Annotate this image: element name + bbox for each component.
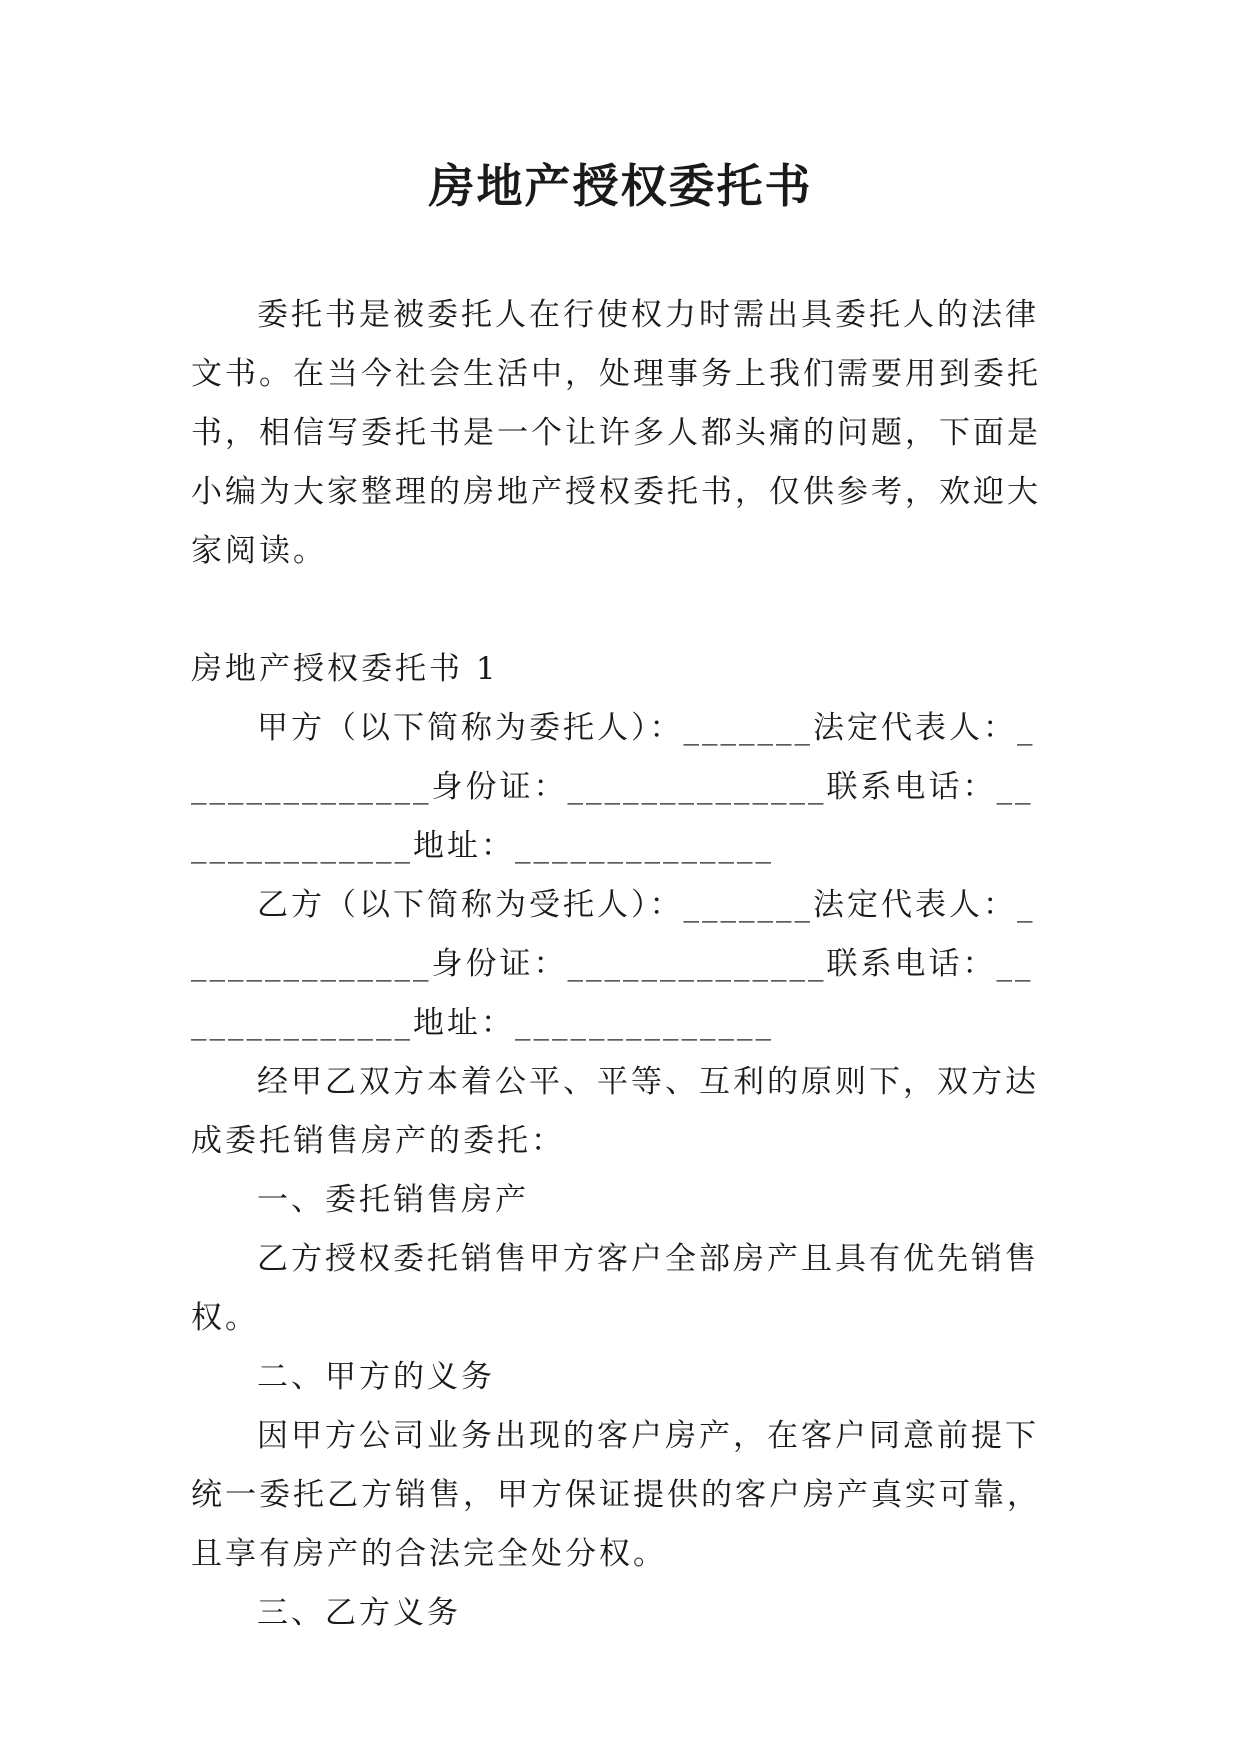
clause-1-title: 一、委托销售房产: [257, 1182, 529, 1218]
clause-2-body: 因甲方公司业务出现的客户房产，在客户同意前提下统一委托乙方销售，甲方保证提供的客户房产真实可靠，且享有房产的合法完全处分权。: [191, 1418, 1041, 1572]
clause-3-title: 三、乙方义务: [257, 1595, 461, 1631]
document-body: [191, 286, 1051, 1643]
party-a-paragraph: 甲方（以下简称为委托人）：_______法定代表人：______________身份证：______________联系电话：______________地址：______________: [191, 710, 1036, 864]
clause-2-title: 二、甲方的义务: [257, 1359, 495, 1395]
intro-paragraph: 委托书是被委托人在行使权力时需出具委托人的法律文书。在当今社会生活中，处理事务上我们需要用到委托书，相信写委托书是一个让许多人都头痛的问题，下面是小编为大家整理的房地产授权委托书，仅供参考，欢迎大家阅读。: [191, 297, 1041, 569]
clause-1-body: 乙方授权委托销售甲方客户全部房产且具有优先销售权。: [191, 1241, 1039, 1336]
section-title: 房地产授权委托书 1: [191, 651, 499, 687]
agreement-paragraph: 经甲乙双方本着公平、平等、互利的原则下，双方达成委托销售房产的委托：: [191, 1064, 1039, 1159]
party-b-paragraph: 乙方（以下简称为受托人）：_______法定代表人：______________身份证：______________联系电话：______________地址：______________: [191, 887, 1036, 1041]
paragraph-gap: [191, 581, 1051, 640]
document-title: 房地产授权委托书: [428, 159, 813, 213]
